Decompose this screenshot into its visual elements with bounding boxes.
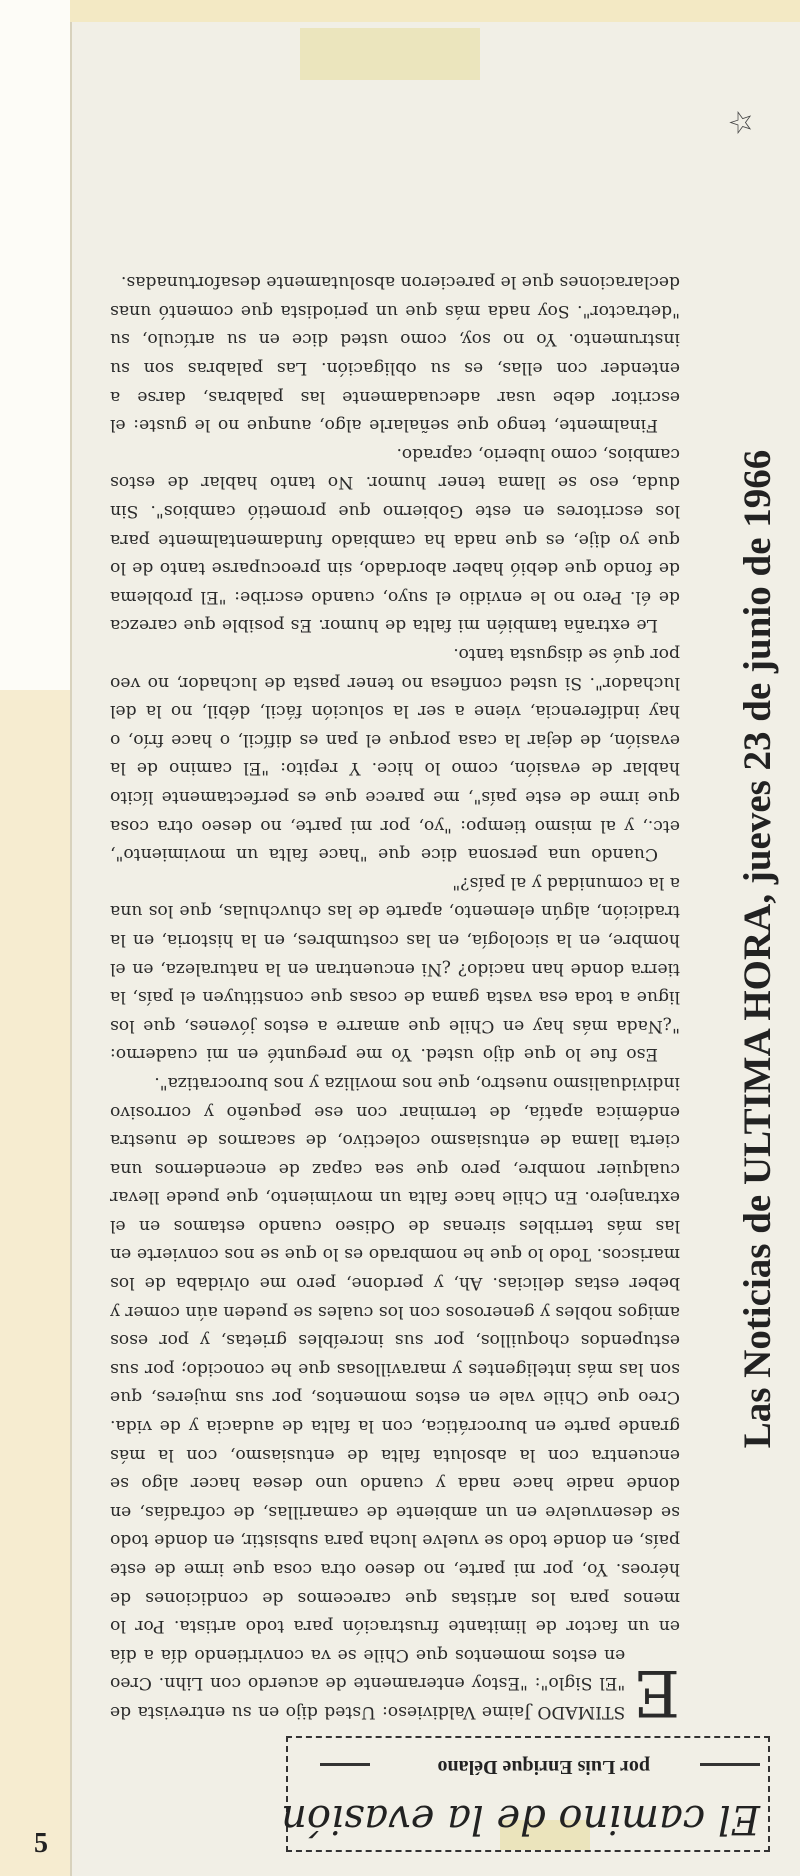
tape-left <box>0 690 70 1876</box>
article-paragraph: Eso fue lo que dijo usted. Yo me pregunté en mi cuaderno: "¿Nada más hay en Chile que amarre a estos jóvenes, que los ligue a toda esa vasta gama de cosas que constituyen el país, la tierra donde han nacido? ¿Ni encuentran en la naturaleza, en el hombre, en la sicología, en las costumbres, en la historia, en la tradición, algún elemento, aparte de las chuvchulas, que los una a la comunidad y al país?" <box>110 872 680 1065</box>
star-icon: ☆ <box>724 109 759 136</box>
byline-rule-right <box>320 1763 370 1766</box>
article-paragraph: Le extraña también mi falta de humor. Es posible que carezca de él. Pero no le envidio el suyo, cuando escribe: "El problema de fondo que debió haber abordado, sin preocuparse tanto de lo que yo dije, es que nada ha cambiado fundamentalmente para los escritores en este Gobierno que prometió cambios". Sin duda, eso se llama tener humor. No tanto hablar de estos cambios, como luberio, caprado. <box>110 443 680 636</box>
article-title: El camino de la evasión <box>281 1796 760 1842</box>
page-number: 5 <box>34 1828 48 1859</box>
drop-cap: E <box>633 1655 680 1729</box>
byline-rule-left <box>700 1763 760 1766</box>
article-paragraph: Finalmente, tengo que señalarle algo, aunque no le guste: el escritor debe usar adecuadamente las palabras, darse a entender con ellas, es su obligación. Las palabras son su instrumento. Yo no soy, como usted dice en su artículo, su "detractor". Soy nada más que un periodista que comentó unas declaraciones que le parecieron absolutamente desafortunadas. <box>110 272 680 436</box>
masthead-strip <box>724 22 784 1876</box>
article-paragraph <box>110 1068 680 1729</box>
tape-top <box>70 0 800 22</box>
article-body <box>110 268 680 1729</box>
article-byline: por Luis Enrique Délano <box>437 1756 650 1778</box>
article-rotated <box>70 22 800 1876</box>
article-paragraph: Cuando una persona dice que "hace falta un movimiento", etc., y al mismo tiempo: "yo, por mi parte, no deseo otra cosa que irme de este país", me parece que es perfectamente lícito hablar de evasión, como lo hice. Y repito: "El camino de la evasión, de dejar la casa porque el pan es difícil, o hace frío, o hay indiferencia, viene a ser la solución fácil, débil, no la del luchador". Si usted confiesa no tener pasta de luchador, no veo por qué se disgusta tanto. <box>110 644 680 865</box>
masthead-text: Las Noticias de ULTIMA HORA, jueves 23 de junio de 1966 <box>736 449 779 1449</box>
article-paragraph-text: STIMADO Jaime Valdivieso: Usted dijo en su entrevista de "El Siglo": "Estoy enteramente de acuerdo con Lihn. Creo en estos momentos que Chile se va convirtiendo día a día en un factor de limitante frustración para todo artista. Por lo menos para los artistas que carecemos de condiciones de héroes. Yo, por mi parte, no deseo otra cosa que irme de este país, en donde todo se vuelve lucha para subsistir, en donde todo se desenvuelve en un ambiente de camarillas, de cofradías, en donde nadie hace nada y cuando uno desea hacer algo se encuentra con la absoluta falta de entusiasmo, con la más grande parte en burocrática, con la falta de audacia y de vida. Creo que Chile vale en estos momentos, por sus mujeres, que son las más inteligentes y maravillosas que he conocido; por sus estupendos choquillos, por sus increíbles grietas, y por esos amigos nobles y generosos con los cuales se pueden aún comer y beber estas delicias. Ah, y perdone, pero me olvidaba de los mariscos. Todo lo que he nombrado es lo que se nos convierte en las más terribles sirenas de Odiseo cuando estamos en el extranjero. En Chile hace falta un movimiento, que puede llevar cualquier nombre, pero que sea capaz de encendernos una cierta llama de entusiasmo colectivo, de sacarnos de nuestra endémica apatía, de terminar con ese pequeño y corrosivo individualismo nuestro, que nos moviliza y nos burocratiza". <box>110 1072 680 1722</box>
